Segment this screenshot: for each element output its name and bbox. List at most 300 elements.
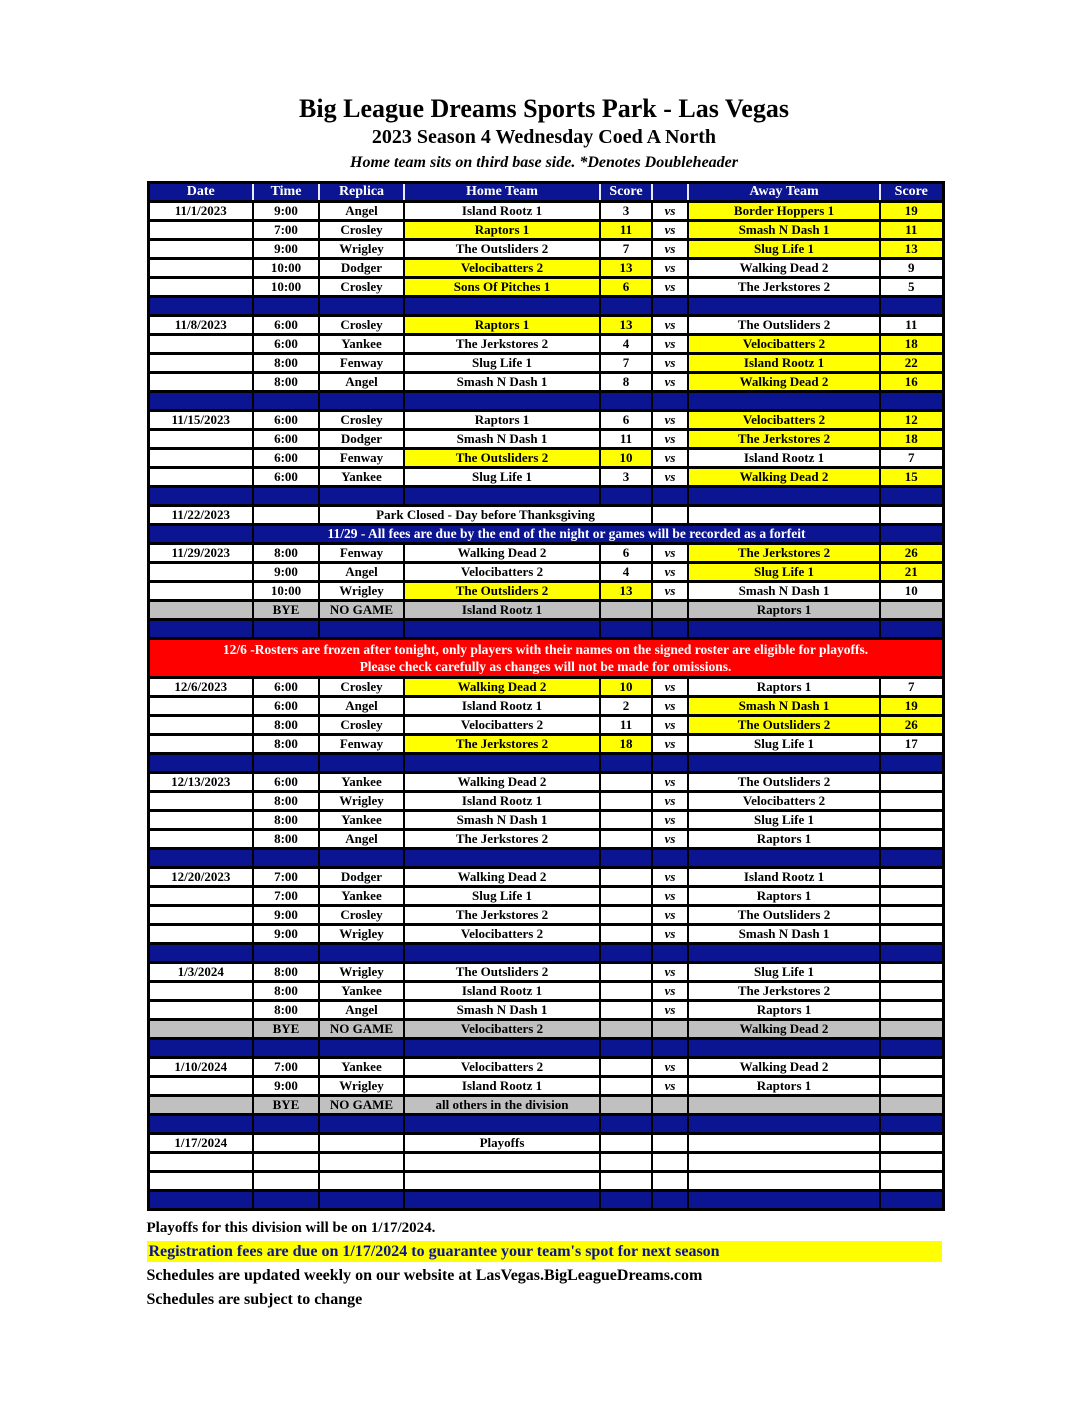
vs-cell: vs — [652, 354, 688, 373]
date-cell: 11/29/2023 — [148, 544, 253, 563]
roster-freeze-note-cell — [148, 639, 943, 678]
vs-cell: vs — [652, 830, 688, 849]
game-row — [148, 735, 943, 754]
game-row — [148, 1001, 943, 1020]
away-score-cell: 12 — [880, 411, 943, 430]
vs-cell: vs — [652, 259, 688, 278]
time-cell: 9:00 — [253, 563, 319, 582]
home-score-cell — [600, 944, 652, 963]
season-subtitle: 2023 Season 4 Wednesday Coed A North — [371, 126, 717, 148]
date-cell — [148, 1191, 253, 1210]
home-score-cell: 4 — [600, 563, 652, 582]
home-score-cell: 8 — [600, 373, 652, 392]
game-row — [148, 982, 943, 1001]
vs-cell — [652, 1020, 688, 1039]
game-row — [148, 963, 943, 982]
time-cell: 9:00 — [253, 1077, 319, 1096]
home-team-cell — [404, 1115, 600, 1134]
replica-cell: Fenway — [319, 449, 404, 468]
home-team-cell — [404, 1191, 600, 1210]
home-team-cell: The Outsliders 2 — [404, 963, 600, 982]
vs-cell: vs — [652, 411, 688, 430]
game-row — [148, 678, 943, 697]
home-score-cell: 13 — [600, 582, 652, 601]
away-team-cell: Slug Life 1 — [688, 240, 880, 259]
home-team-cell: Island Rootz 1 — [404, 697, 600, 716]
replica-cell: Angel — [319, 563, 404, 582]
away-team-cell: Walking Dead 2 — [688, 259, 880, 278]
header-away-team: Away Team — [688, 183, 880, 202]
website-note: Schedules are updated weekly on our website at LasVegas.BigLeagueDreams.com — [146, 1267, 703, 1284]
time-cell: 7:00 — [253, 221, 319, 240]
separator-row — [148, 849, 943, 868]
time-cell — [253, 620, 319, 639]
vs-cell: vs — [652, 773, 688, 792]
date-cell — [148, 1115, 253, 1134]
game-row — [148, 373, 943, 392]
fees-note-row — [148, 525, 943, 544]
game-row — [148, 278, 943, 297]
away-team-cell: Slug Life 1 — [688, 963, 880, 982]
time-cell: 6:00 — [253, 773, 319, 792]
away-score-cell: 11 — [880, 316, 943, 335]
date-cell — [148, 792, 253, 811]
replica-cell: NO GAME — [319, 1020, 404, 1039]
date-cell: 12/13/2023 — [148, 773, 253, 792]
date-cell — [148, 525, 253, 544]
date-cell — [148, 240, 253, 259]
header-row — [148, 183, 943, 202]
home-team-cell: The Jerkstores 2 — [404, 906, 600, 925]
home-team-cell: Smash N Dash 1 — [404, 811, 600, 830]
time-cell: 8:00 — [253, 716, 319, 735]
replica-cell — [319, 1153, 404, 1172]
time-cell: 8:00 — [253, 544, 319, 563]
home-team-cell: Smash N Dash 1 — [404, 430, 600, 449]
date-cell — [148, 620, 253, 639]
replica-cell: Wrigley — [319, 1077, 404, 1096]
replica-cell: Yankee — [319, 811, 404, 830]
date-cell — [148, 906, 253, 925]
vs-cell: vs — [652, 430, 688, 449]
home-team-cell: Raptors 1 — [404, 221, 600, 240]
replica-cell: Fenway — [319, 354, 404, 373]
home-team-cell: Walking Dead 2 — [404, 773, 600, 792]
time-cell: 8:00 — [253, 982, 319, 1001]
home-team-cell: Playoffs — [404, 1134, 600, 1153]
date-cell: 11/22/2023 — [148, 506, 253, 525]
away-score-cell — [880, 1115, 943, 1134]
vs-cell: vs — [652, 335, 688, 354]
away-team-cell — [688, 1191, 880, 1210]
date-cell — [148, 1172, 253, 1191]
fees-note-cell: 11/29 - All fees are due by the end of the night or games will be recorded as a forfeit — [253, 525, 880, 544]
vs-cell: vs — [652, 982, 688, 1001]
away-team-cell: Smash N Dash 1 — [688, 697, 880, 716]
replica-cell — [319, 297, 404, 316]
game-row — [148, 1077, 943, 1096]
away-score-cell — [880, 506, 943, 525]
replica-cell: Wrigley — [319, 963, 404, 982]
home-team-cell: The Jerkstores 2 — [404, 735, 600, 754]
home-score-cell: 11 — [600, 221, 652, 240]
vs-cell: vs — [652, 792, 688, 811]
home-team-cell: Velocibatters 2 — [404, 925, 600, 944]
away-score-cell: 16 — [880, 373, 943, 392]
separator-row — [148, 297, 943, 316]
away-team-cell — [688, 944, 880, 963]
game-row — [148, 773, 943, 792]
vs-cell — [652, 392, 688, 411]
home-team-cell: Walking Dead 2 — [404, 544, 600, 563]
schedule-table-body — [148, 202, 943, 1210]
date-cell — [148, 487, 253, 506]
game-row — [148, 887, 943, 906]
header-away-score: Score — [880, 183, 943, 202]
game-row — [148, 925, 943, 944]
game-row — [148, 1058, 943, 1077]
playoffs-footer-note: Playoffs for this division will be on 1/17/2024. — [146, 1220, 436, 1236]
date-cell — [148, 1096, 253, 1115]
away-score-cell: 15 — [880, 468, 943, 487]
home-team-cell: Island Rootz 1 — [404, 601, 600, 620]
vs-cell: vs — [652, 316, 688, 335]
vs-cell — [652, 601, 688, 620]
away-score-cell — [880, 1001, 943, 1020]
header-vs — [652, 183, 688, 202]
replica-cell: Angel — [319, 202, 404, 221]
game-row — [148, 716, 943, 735]
vs-cell: vs — [652, 887, 688, 906]
home-team-cell: Velocibatters 2 — [404, 716, 600, 735]
game-row — [148, 335, 943, 354]
home-score-cell — [600, 1096, 652, 1115]
home-team-cell: The Outsliders 2 — [404, 582, 600, 601]
date-cell — [148, 716, 253, 735]
away-score-cell — [880, 849, 943, 868]
game-row — [148, 449, 943, 468]
away-score-cell — [880, 1153, 943, 1172]
home-team-cell: The Outsliders 2 — [404, 449, 600, 468]
home-team-cell: Smash N Dash 1 — [404, 1001, 600, 1020]
away-team-cell: Smash N Dash 1 — [688, 221, 880, 240]
home-team-cell — [404, 487, 600, 506]
away-score-cell — [880, 811, 943, 830]
separator-row — [148, 1039, 943, 1058]
replica-cell — [319, 849, 404, 868]
time-cell: 8:00 — [253, 354, 319, 373]
game-row — [148, 354, 943, 373]
home-team-cell — [404, 297, 600, 316]
replica-cell: Wrigley — [319, 925, 404, 944]
vs-cell: vs — [652, 678, 688, 697]
vs-cell: vs — [652, 811, 688, 830]
replica-cell: Yankee — [319, 982, 404, 1001]
home-score-cell — [600, 1191, 652, 1210]
away-team-cell: Raptors 1 — [688, 887, 880, 906]
vs-cell — [652, 297, 688, 316]
date-cell: 1/17/2024 — [148, 1134, 253, 1153]
home-score-cell: 10 — [600, 678, 652, 697]
away-team-cell: The Jerkstores 2 — [688, 982, 880, 1001]
time-cell — [253, 1039, 319, 1058]
replica-cell: Angel — [319, 1001, 404, 1020]
away-score-cell: 26 — [880, 716, 943, 735]
time-cell — [253, 1115, 319, 1134]
home-team-cell — [404, 754, 600, 773]
home-team-cell: Walking Dead 2 — [404, 868, 600, 887]
home-team-cell: The Jerkstores 2 — [404, 830, 600, 849]
park-closed-row — [148, 506, 943, 525]
replica-cell: Dodger — [319, 259, 404, 278]
date-cell — [148, 335, 253, 354]
time-cell: 7:00 — [253, 1058, 319, 1077]
date-cell — [148, 944, 253, 963]
date-cell — [148, 830, 253, 849]
away-score-cell: 19 — [880, 202, 943, 221]
date-cell — [148, 430, 253, 449]
home-score-cell — [600, 297, 652, 316]
replica-cell: Dodger — [319, 430, 404, 449]
home-score-cell: 18 — [600, 735, 652, 754]
vs-cell: vs — [652, 868, 688, 887]
date-cell — [148, 1020, 253, 1039]
home-team-note: Home team sits on third base side. *Denotes Doubleheader — [350, 154, 738, 171]
game-row — [148, 240, 943, 259]
away-team-cell: Raptors 1 — [688, 1077, 880, 1096]
home-score-cell — [600, 487, 652, 506]
away-team-cell: Velocibatters 2 — [688, 335, 880, 354]
away-team-cell: Velocibatters 2 — [688, 411, 880, 430]
away-team-cell: The Jerkstores 2 — [688, 544, 880, 563]
vs-cell — [652, 849, 688, 868]
home-team-cell: Sons Of Pitches 1 — [404, 278, 600, 297]
time-cell: 9:00 — [253, 240, 319, 259]
replica-cell: Crosley — [319, 316, 404, 335]
replica-cell: Crosley — [319, 906, 404, 925]
home-score-cell — [600, 620, 652, 639]
home-score-cell — [600, 982, 652, 1001]
away-team-cell — [688, 1172, 880, 1191]
date-cell — [148, 221, 253, 240]
home-score-cell: 11 — [600, 716, 652, 735]
replica-cell: Fenway — [319, 735, 404, 754]
vs-cell — [652, 487, 688, 506]
date-cell — [148, 735, 253, 754]
home-score-cell — [600, 1153, 652, 1172]
vs-cell: vs — [652, 449, 688, 468]
vs-cell: vs — [652, 373, 688, 392]
game-row — [148, 430, 943, 449]
away-score-cell — [880, 297, 943, 316]
vs-cell — [652, 1172, 688, 1191]
time-cell — [253, 944, 319, 963]
schedule-sheet — [147, 0, 942, 1310]
home-team-cell: Velocibatters 2 — [404, 1058, 600, 1077]
vs-cell — [652, 1039, 688, 1058]
vs-cell — [652, 506, 688, 525]
away-team-cell: The Outsliders 2 — [688, 316, 880, 335]
date-cell — [148, 468, 253, 487]
away-score-cell — [880, 1039, 943, 1058]
roster-freeze-note-line: 12/6 -Rosters are frozen after tonight, only players with their names on the signed roster are eligible for playoffs. — [222, 642, 869, 657]
away-score-cell: 9 — [880, 259, 943, 278]
vs-cell: vs — [652, 1001, 688, 1020]
vs-cell: vs — [652, 1077, 688, 1096]
time-cell: 10:00 — [253, 259, 319, 278]
replica-cell: Crosley — [319, 411, 404, 430]
page-title: Big League Dreams Sports Park - Las Vegas — [299, 94, 789, 123]
home-score-cell — [600, 1001, 652, 1020]
replica-cell: Crosley — [319, 716, 404, 735]
playoffs-row — [148, 1134, 943, 1153]
away-score-cell — [880, 887, 943, 906]
away-team-cell — [688, 1115, 880, 1134]
replica-cell — [319, 754, 404, 773]
replica-cell — [319, 1115, 404, 1134]
away-score-cell: 7 — [880, 449, 943, 468]
home-team-cell — [404, 620, 600, 639]
vs-cell: vs — [652, 1058, 688, 1077]
away-score-cell: 18 — [880, 335, 943, 354]
away-team-cell: The Jerkstores 2 — [688, 430, 880, 449]
home-score-cell: 4 — [600, 335, 652, 354]
away-team-cell — [688, 1096, 880, 1115]
vs-cell: vs — [652, 582, 688, 601]
home-score-cell — [600, 1077, 652, 1096]
time-cell: BYE — [253, 1020, 319, 1039]
replica-cell: NO GAME — [319, 1096, 404, 1115]
away-score-cell: 17 — [880, 735, 943, 754]
away-score-cell: 10 — [880, 582, 943, 601]
vs-cell — [652, 1153, 688, 1172]
vs-cell: vs — [652, 240, 688, 259]
away-team-cell: Island Rootz 1 — [688, 354, 880, 373]
vs-cell: vs — [652, 716, 688, 735]
home-score-cell: 11 — [600, 430, 652, 449]
vs-cell: vs — [652, 906, 688, 925]
away-team-cell: Border Hoppers 1 — [688, 202, 880, 221]
separator-row — [148, 754, 943, 773]
away-team-cell: Smash N Dash 1 — [688, 582, 880, 601]
home-score-cell — [600, 925, 652, 944]
game-row — [148, 563, 943, 582]
home-team-cell: Island Rootz 1 — [404, 982, 600, 1001]
away-score-cell — [880, 1191, 943, 1210]
away-team-cell — [688, 754, 880, 773]
home-score-cell — [600, 887, 652, 906]
replica-cell — [319, 620, 404, 639]
replica-cell — [319, 944, 404, 963]
game-row — [148, 582, 943, 601]
home-team-cell — [404, 1039, 600, 1058]
away-team-cell — [688, 487, 880, 506]
away-team-cell: Slug Life 1 — [688, 563, 880, 582]
away-team-cell: Island Rootz 1 — [688, 868, 880, 887]
game-row — [148, 811, 943, 830]
empty-row — [148, 1172, 943, 1191]
date-cell — [148, 925, 253, 944]
home-score-cell — [600, 1115, 652, 1134]
home-score-cell — [600, 392, 652, 411]
vs-cell — [652, 754, 688, 773]
away-team-cell — [688, 297, 880, 316]
home-score-cell: 13 — [600, 316, 652, 335]
home-team-cell — [404, 1172, 600, 1191]
time-cell: 6:00 — [253, 697, 319, 716]
away-team-cell — [688, 506, 880, 525]
away-score-cell — [880, 392, 943, 411]
date-cell — [148, 354, 253, 373]
time-cell — [253, 487, 319, 506]
home-score-cell — [600, 830, 652, 849]
date-cell — [148, 1077, 253, 1096]
date-cell: 12/20/2023 — [148, 868, 253, 887]
home-score-cell: 6 — [600, 278, 652, 297]
home-team-cell — [404, 944, 600, 963]
home-score-cell — [600, 963, 652, 982]
vs-cell: vs — [652, 925, 688, 944]
home-score-cell — [600, 1134, 652, 1153]
bye-row — [148, 601, 943, 620]
time-cell — [253, 754, 319, 773]
time-cell: 6:00 — [253, 449, 319, 468]
separator-row — [148, 944, 943, 963]
replica-cell: Angel — [319, 697, 404, 716]
away-team-cell: Walking Dead 2 — [688, 468, 880, 487]
away-score-cell — [880, 792, 943, 811]
time-cell: 8:00 — [253, 373, 319, 392]
replica-cell — [319, 1172, 404, 1191]
away-score-cell — [880, 487, 943, 506]
home-score-cell: 3 — [600, 202, 652, 221]
separator-row — [148, 1191, 943, 1210]
vs-cell — [652, 1191, 688, 1210]
roster-freeze-note-line: Please check carefully as changes will not be made for omissions. — [359, 659, 732, 674]
home-team-cell: The Jerkstores 2 — [404, 335, 600, 354]
time-cell — [253, 1153, 319, 1172]
away-team-cell: Island Rootz 1 — [688, 449, 880, 468]
date-cell — [148, 563, 253, 582]
replica-cell: Yankee — [319, 1058, 404, 1077]
home-score-cell — [600, 792, 652, 811]
away-team-cell: Walking Dead 2 — [688, 373, 880, 392]
time-cell — [253, 506, 319, 525]
game-row — [148, 468, 943, 487]
home-score-cell — [600, 906, 652, 925]
replica-cell — [319, 487, 404, 506]
away-team-cell: Raptors 1 — [688, 1001, 880, 1020]
date-cell — [148, 601, 253, 620]
time-cell: 9:00 — [253, 202, 319, 221]
home-team-cell: Smash N Dash 1 — [404, 373, 600, 392]
away-team-cell: Slug Life 1 — [688, 811, 880, 830]
replica-cell: Crosley — [319, 678, 404, 697]
empty-row — [148, 1153, 943, 1172]
vs-cell: vs — [652, 221, 688, 240]
time-cell: 8:00 — [253, 830, 319, 849]
time-cell — [253, 1172, 319, 1191]
time-cell: 6:00 — [253, 335, 319, 354]
roster-freeze-note-row — [148, 639, 943, 678]
away-score-cell — [880, 1020, 943, 1039]
replica-cell: Fenway — [319, 544, 404, 563]
home-team-cell: Slug Life 1 — [404, 354, 600, 373]
time-cell: 8:00 — [253, 811, 319, 830]
away-team-cell: Smash N Dash 1 — [688, 925, 880, 944]
date-cell — [148, 1153, 253, 1172]
away-team-cell: Slug Life 1 — [688, 735, 880, 754]
